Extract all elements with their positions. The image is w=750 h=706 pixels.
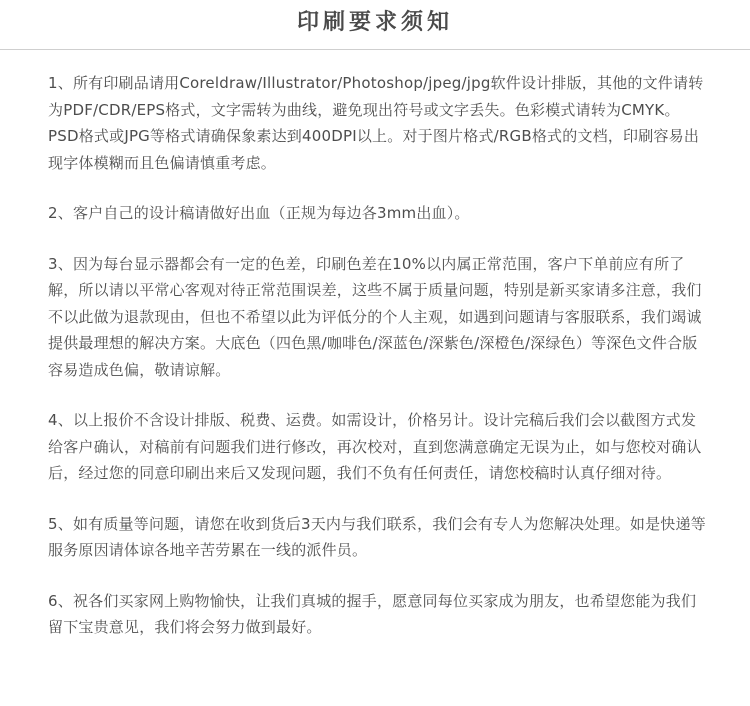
notice-content bbox=[48, 70, 708, 665]
notice-paragraph-2: 2、客户自己的设计稿请做好出血（正规为每边各3mm出血）。 bbox=[48, 204, 470, 222]
notice-paragraph-4: 4、以上报价不含设计排版、税费、运费。如需设计，价格另计。设计完稿后我们会以截图方式发给客户确认，对稿前有问题我们进行修改，再次校对，直到您满意确定无误为止，如与您校对确认后，经过您的同意印刷出来后又发现问题，我们不负有任何责任，请您校稿时认真仔细对待。 bbox=[48, 411, 702, 482]
notice-paragraph-5: 5、如有质量等问题，请您在收到货后3天内与我们联系，我们会有专人为您解决处理。如是快递等服务原因请体谅各地辛苦劳累在一线的派件员。 bbox=[48, 514, 706, 559]
page-title: 印刷要求须知 bbox=[296, 10, 453, 35]
notice-paragraph-6: 6、祝各们买家网上购物愉快，让我们真城的握手，愿意同每位买家成为朋友，也希望您能为我们留下宝贵意见，我们将会努力做到最好。 bbox=[48, 591, 697, 636]
notice-paragraph-1: 1、所有印刷品请用Coreldraw/Illustrator/Photoshop/jpeg/jpg软件设计排版，其他的文件请转为PDF/CDR/EPS格式，文字需转为曲线，避免现出符号或文字丢失。色彩模式请转为CMYK。PSD格式或JPG等格式请确保象素达到400DPI以上。对于图片格式/RGB格式的文档，印刷容易出现字体模糊而且色偏请慎重考虑。 bbox=[48, 74, 704, 172]
header-bar bbox=[0, 0, 750, 50]
notice-paragraph-3: 3、因为每台显示器都会有一定的色差，印刷色差在10%以内属正常范围，客户下单前应有所了解，所以请以平常心客观对待正常范围误差，这些不属于质量问题，特别是新买家请多注意，我们不以此做为退款现由，但也不希望以此为评低分的个人主观，如遇到问题请与客服联系，我们竭诚提供最理想的解决方案。大底色（四色黑/咖啡色/深蓝色/深紫色/深橙色/深绿色）等深色文件合版容易造成色偏，敬请谅解。 bbox=[48, 254, 702, 379]
